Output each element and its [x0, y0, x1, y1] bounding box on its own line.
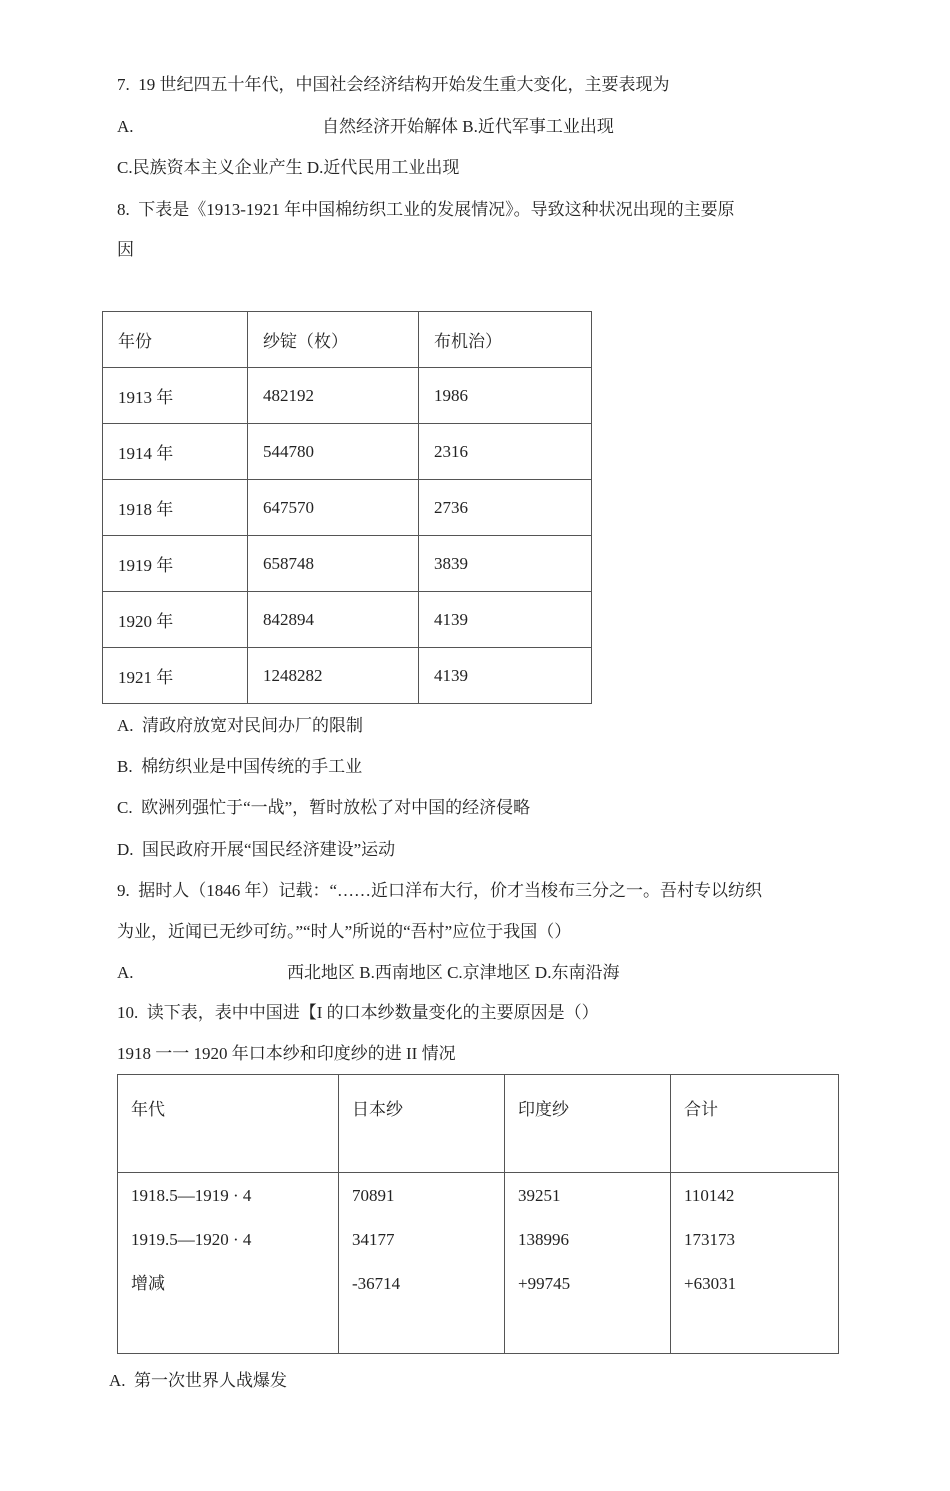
header-looms: 布机治）: [419, 312, 592, 368]
japan-yarn-column: [339, 1173, 505, 1354]
header-india-yarn: 印度纱: [505, 1075, 671, 1173]
cell-looms: 2316: [419, 424, 592, 480]
cell-spindles: 658748: [248, 536, 419, 592]
q9-option-a-label: A.: [117, 963, 134, 982]
japan-yarn-cell: -36714: [352, 1274, 401, 1293]
period-cell: 1919.5—1920 · 4: [131, 1230, 252, 1249]
cotton-industry-table: [102, 311, 592, 704]
japan-yarn-cell: 70891: [352, 1186, 395, 1205]
total-cell: 173173: [684, 1230, 735, 1249]
period-cell: 增减: [131, 1274, 165, 1293]
cell-spindles: 544780: [248, 424, 419, 480]
cell-spindles: 842894: [248, 592, 419, 648]
cell-looms: 4139: [419, 592, 592, 648]
q8-stem-line2: 因: [117, 240, 134, 259]
cell-looms: 3839: [419, 536, 592, 592]
cell-looms: 2736: [419, 480, 592, 536]
period-column: [118, 1173, 339, 1354]
q9-options: 西北地区 B.西南地区 C.京津地区 D.东南沿海: [287, 963, 620, 982]
q8-option-c: C. 欧洲列强忙于“一战”，暂时放松了对中国的经济侵略: [117, 798, 531, 817]
yarn-import-table: [117, 1074, 839, 1354]
q7-options-cd: C.民族资本主义企业产生 D.近代民用工业出现: [117, 158, 460, 177]
cell-spindles: 1248282: [248, 648, 419, 704]
india-yarn-column: [505, 1173, 671, 1354]
cell-spindles: 647570: [248, 480, 419, 536]
india-yarn-cell: 39251: [518, 1186, 561, 1205]
table-row: [103, 424, 592, 480]
q7-stem: 7. 19 世纪四五十年代，中国社会经济结构开始发生重大变化，主要表现为: [117, 75, 670, 94]
total-cell: 110142: [684, 1186, 735, 1205]
japan-yarn-cell: 34177: [352, 1230, 395, 1249]
q9-stem-line2: 为业，近闻已无纱可纺。”“时人”所说的“吾村”应位于我国（）: [117, 922, 572, 941]
cell-looms: 4139: [419, 648, 592, 704]
header-total: 合计: [671, 1075, 839, 1173]
india-yarn-cell: 138996: [518, 1230, 569, 1249]
table-row: [103, 648, 592, 704]
q8-option-b: B. 棉纺织业是中国传统的手工业: [117, 757, 363, 776]
q8-option-d: D. 国民政府开展“国民经济建设”运动: [117, 840, 396, 859]
india-yarn-cell: +99745: [518, 1274, 571, 1293]
table-row: [103, 480, 592, 536]
table-header-row: [118, 1075, 839, 1173]
cell-year: 1919 年: [103, 536, 248, 592]
q10-table-title: 1918 一一 1920 年口本纱和印度纱的进 II 情况: [117, 1044, 456, 1063]
header-period: 年代: [118, 1075, 339, 1173]
total-cell: +63031: [684, 1274, 737, 1293]
table-row: [103, 368, 592, 424]
cell-spindles: 482192: [248, 368, 419, 424]
header-year: 年份: [103, 312, 248, 368]
header-japan-yarn: 日本纱: [339, 1075, 505, 1173]
cell-looms: 1986: [419, 368, 592, 424]
q10-stem: 10. 读下表，表中中国进【I 的口本纱数量变化的主要原因是（）: [117, 1003, 599, 1022]
q7-option-a-label: A.: [117, 117, 134, 136]
cell-year: 1914 年: [103, 424, 248, 480]
table-row: [118, 1173, 839, 1354]
period-cell: 1918.5—1919 · 4: [131, 1186, 252, 1205]
cell-year: 1921 年: [103, 648, 248, 704]
cell-year: 1918 年: [103, 480, 248, 536]
header-spindles: 纱锭（枚）: [248, 312, 419, 368]
q8-stem-line1: 8. 下表是《1913-1921 年中国棉纺织工业的发展情况》。导致这种状况出现的主要原: [117, 200, 735, 219]
total-column: [671, 1173, 839, 1354]
table-row: [103, 536, 592, 592]
table-header-row: [103, 312, 592, 368]
q8-option-a: A. 清政府放宽对民间办厂的限制: [117, 716, 364, 735]
cell-year: 1920 年: [103, 592, 248, 648]
q7-options-ab: 自然经济开始解体 B.近代军事工业出现: [322, 117, 614, 136]
cell-year: 1913 年: [103, 368, 248, 424]
q10-option-a: A. 第一次世界人战爆发: [109, 1371, 288, 1390]
table-row: [103, 592, 592, 648]
q9-stem-line1: 9. 据时人（1846 年）记载：“……近口洋布大行，价才当梭布三分之一。吾村专以纺织: [117, 881, 763, 900]
